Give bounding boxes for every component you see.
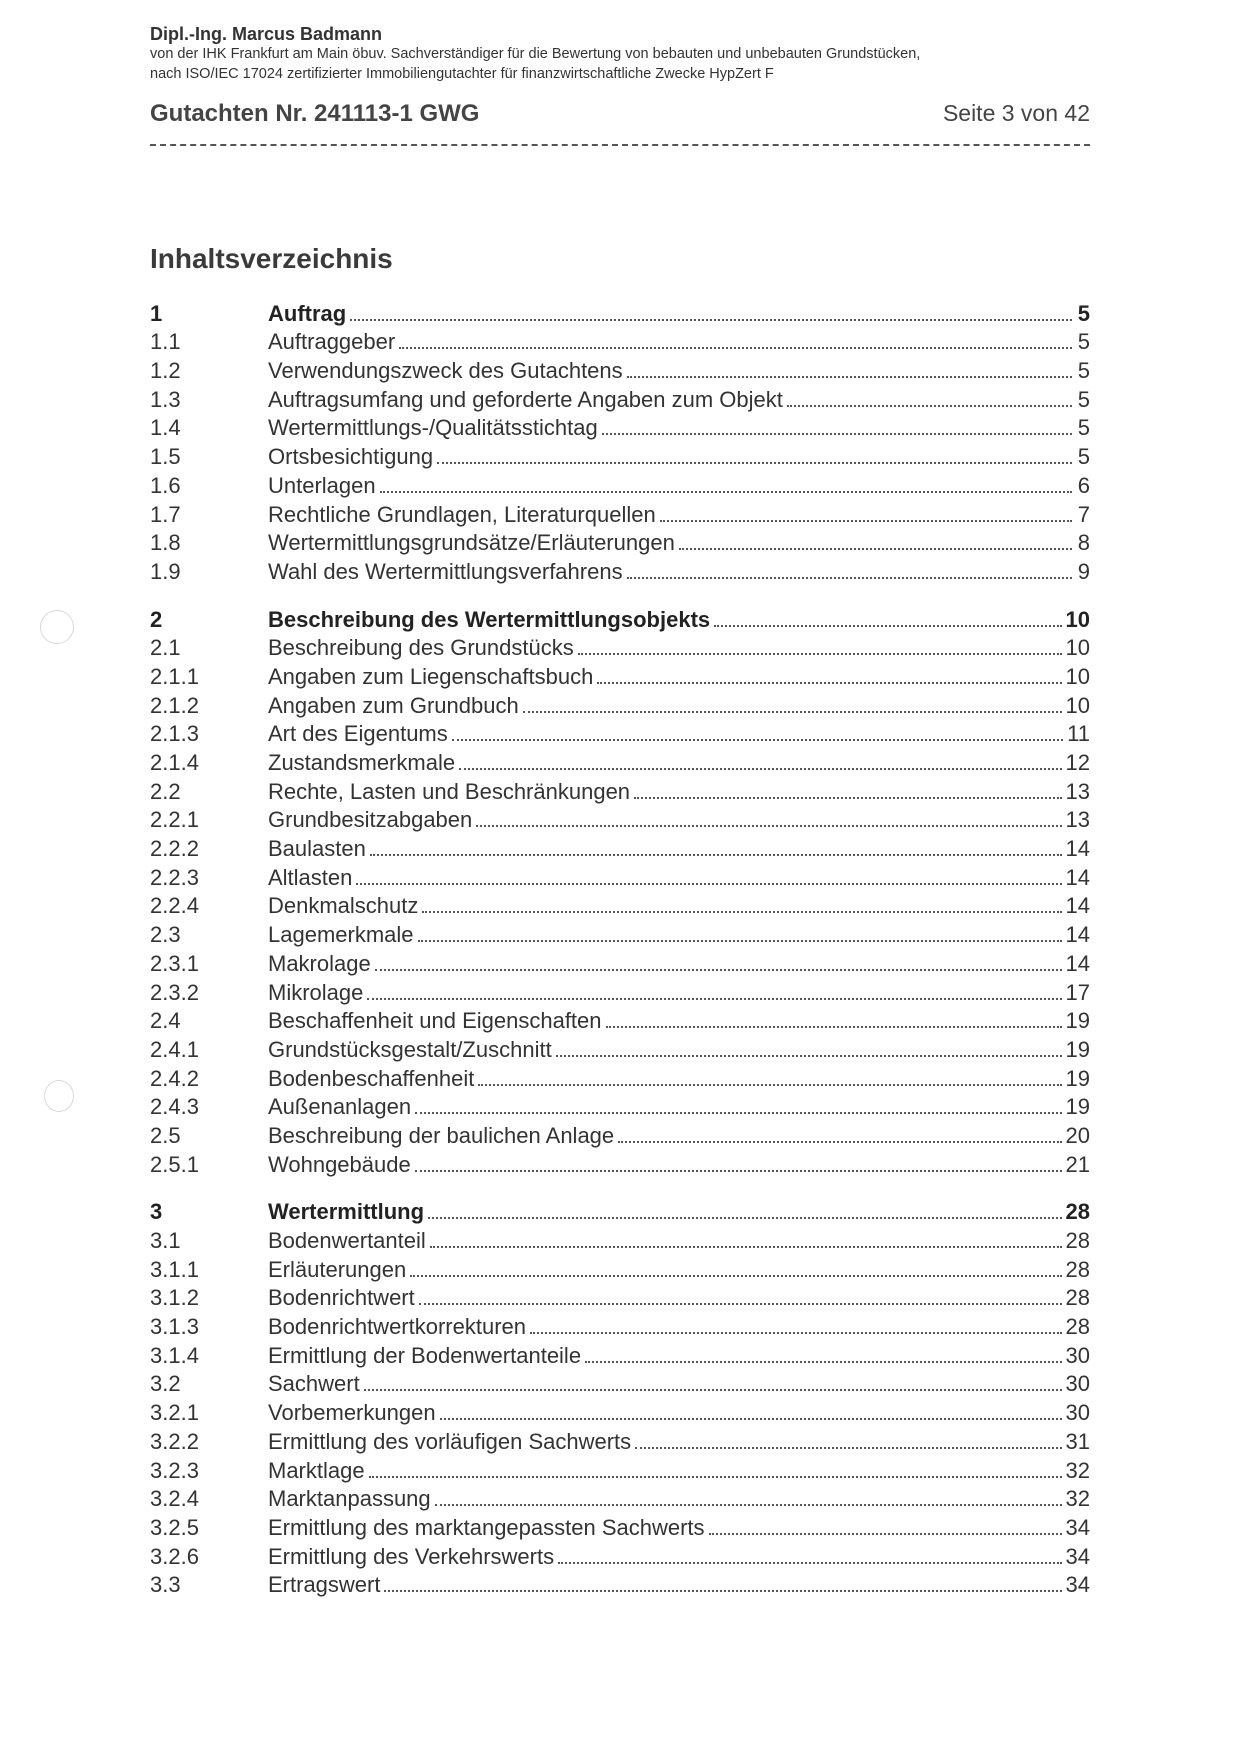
toc-entry-number: 2.4.1 (150, 1036, 199, 1062)
toc-entry-title: Wahl des Wertermittlungsverfahrens (268, 558, 623, 584)
toc-entry-number: 3.2.6 (150, 1543, 199, 1569)
toc-entry-page: 5 (1077, 300, 1090, 326)
toc-entry-title: Verwendungszweck des Gutachtens (268, 358, 623, 384)
toc-dot-leader (714, 625, 1061, 627)
toc-entry-number: 2.1.3 (150, 721, 199, 747)
toc-dot-leader (606, 1026, 1062, 1028)
toc-dot-leader (369, 1476, 1062, 1478)
toc-entry-page: 5 (1077, 329, 1090, 355)
toc-entry[interactable] (150, 384, 1090, 413)
toc-entry-title: Bodenbeschaffenheit (268, 1065, 475, 1091)
toc-entry-number: 2.2.1 (150, 807, 199, 833)
toc-entry-page: 14 (1065, 950, 1090, 976)
toc-entry-page: 5 (1077, 415, 1090, 441)
toc-dot-leader (578, 653, 1062, 655)
toc-entry[interactable] (150, 1570, 1090, 1599)
toc-dot-leader (356, 883, 1061, 885)
toc-dot-leader (523, 711, 1062, 713)
toc-entry-number: 3.3 (150, 1572, 181, 1598)
report-number: Gutachten Nr. 241113-1 GWG (150, 100, 480, 127)
toc-entry-number: 1.3 (150, 386, 181, 412)
toc-entry-number: 2.4.3 (150, 1094, 199, 1120)
toc-entry-title: Wertermittlungs-/Qualitätsstichtag (268, 415, 598, 441)
toc-entry-number: 2.5.1 (150, 1151, 199, 1177)
toc-entry-title: Vorbemerkungen (268, 1400, 436, 1426)
toc-entry[interactable] (150, 499, 1090, 528)
toc-entry[interactable] (150, 528, 1090, 557)
toc-entry-title: Wohngebäude (268, 1151, 411, 1177)
toc-entry-number: 2.1.4 (150, 750, 199, 775)
toc-entry-page: 30 (1065, 1371, 1090, 1397)
toc-entry-title: Rechtliche Grundlagen, Literaturquellen (268, 501, 656, 527)
toc-entry-page: 19 (1065, 1008, 1090, 1034)
toc-entry-page: 8 (1077, 530, 1090, 556)
toc-entry-page: 28 (1065, 1199, 1090, 1225)
toc-entry-page: 12 (1065, 750, 1090, 775)
toc-entry[interactable] (150, 556, 1090, 585)
toc-entry[interactable] (150, 1369, 1090, 1398)
toc-entry-number: 3.2.3 (150, 1457, 199, 1483)
toc-entry-page: 11 (1067, 721, 1090, 747)
toc-entry-page: 14 (1065, 864, 1090, 890)
toc-entry-number: 2.5 (150, 1122, 181, 1148)
toc-entry-page: 14 (1065, 922, 1090, 948)
toc-entry-number: 2.1 (150, 635, 181, 661)
toc-dot-leader (399, 347, 1072, 349)
toc-chapter-gap (150, 585, 1090, 604)
toc-dot-leader (415, 1112, 1061, 1114)
toc-entry-page: 30 (1065, 1342, 1090, 1368)
toc-entry-title: Wertermittlung (268, 1199, 425, 1225)
toc-dot-leader (430, 1246, 1062, 1248)
toc-dot-leader (627, 577, 1072, 579)
toc-entry-title: Angaben zum Grundbuch (268, 692, 519, 718)
toc-entry-title: Beschaffenheit und Eigenschaften (268, 1008, 602, 1034)
toc-entry-page: 14 (1065, 836, 1090, 862)
toc-entry-page: 10 (1065, 663, 1090, 689)
toc-entry-title: Denkmalschutz (268, 893, 419, 919)
toc-entry-number: 1.4 (150, 415, 181, 441)
toc-dot-leader (627, 376, 1072, 378)
toc-entry[interactable] (150, 327, 1090, 356)
toc-entry-number: 1 (150, 300, 163, 326)
toc-entry[interactable] (150, 862, 1090, 891)
toc-dot-leader (440, 1418, 1062, 1420)
toc-entry-number: 3.1.3 (150, 1314, 199, 1340)
toc-entry[interactable] (150, 776, 1090, 805)
toc-entry[interactable] (150, 805, 1090, 834)
toc-entry-title: Grundstücksgestalt/Zuschnitt (268, 1036, 552, 1062)
toc-entry-number: 2.1.1 (150, 663, 199, 689)
toc-entry[interactable] (150, 1034, 1090, 1063)
toc-entry-number: 3.2 (150, 1371, 181, 1397)
toc-entry-number: 2.4 (150, 1008, 181, 1034)
toc-chapter-entry[interactable] (150, 298, 1090, 327)
toc-entry-number: 2.3.2 (150, 979, 199, 1005)
toc-dot-leader (709, 1533, 1062, 1535)
toc-entry[interactable] (150, 833, 1090, 862)
punch-hole-mark (40, 610, 74, 644)
toc-entry-title: Ermittlung des Verkehrswerts (268, 1543, 555, 1569)
toc-entry-title: Ertragswert (268, 1572, 381, 1598)
toc-entry-number: 2.1.2 (150, 692, 199, 718)
toc-entry-title: Beschreibung der baulichen Anlage (268, 1122, 615, 1148)
toc-dot-leader (679, 548, 1072, 550)
toc-dot-leader (422, 911, 1061, 913)
toc-entry-number: 3.2.1 (150, 1400, 199, 1426)
toc-dot-leader (597, 682, 1061, 684)
toc-entry[interactable] (150, 919, 1090, 948)
toc-entry-title: Erläuterungen (268, 1256, 407, 1282)
report-title-row (150, 100, 1090, 134)
toc-entry-page: 5 (1077, 358, 1090, 384)
toc-entry[interactable] (150, 1512, 1090, 1541)
toc-entry-number: 2.3.1 (150, 950, 199, 976)
toc-entry-page: 10 (1065, 606, 1090, 632)
toc-entry-number: 3.1 (150, 1228, 181, 1253)
toc-entry-page: 10 (1065, 692, 1090, 718)
toc-entry-title: Lagemerkmale (268, 922, 414, 948)
toc-dot-leader (660, 520, 1072, 522)
toc-entry[interactable] (150, 1006, 1090, 1035)
toc-dot-leader (410, 1275, 1061, 1277)
qualification-line-1: von der IHK Frankfurt am Main öbuv. Sachverständiger für die Bewertung von bebauten und unbebauten Grundstücken, (150, 46, 921, 62)
toc-entry-number: 3 (150, 1199, 163, 1225)
toc-entry-number: 3.2.5 (150, 1514, 199, 1540)
toc-entry-title: Bodenrichtwert (268, 1285, 415, 1311)
toc-entry-title: Ortsbesichtigung (268, 444, 434, 470)
toc-dot-leader (380, 491, 1072, 493)
toc-entry[interactable] (150, 719, 1090, 748)
toc-chapter-entry[interactable] (150, 604, 1090, 633)
toc-dot-leader (459, 768, 1061, 770)
toc-dot-leader (478, 1084, 1061, 1086)
toc-entry[interactable] (150, 977, 1090, 1006)
toc-entry[interactable] (150, 633, 1090, 662)
toc-entry-number: 2.2.3 (150, 864, 199, 890)
toc-dot-leader (618, 1141, 1061, 1143)
toc-entry-number: 3.2.4 (150, 1486, 199, 1512)
toc-entry-page: 17 (1065, 979, 1090, 1005)
toc-entry[interactable] (150, 948, 1090, 977)
toc-entry[interactable] (150, 1426, 1090, 1455)
toc-entry-number: 2.3 (150, 922, 181, 948)
toc-entry-page: 5 (1077, 444, 1090, 470)
toc-entry[interactable] (150, 413, 1090, 442)
toc-entry-page: 19 (1065, 1094, 1090, 1120)
toc-entry-page: 28 (1065, 1256, 1090, 1282)
toc-entry-number: 3.1.4 (150, 1342, 199, 1368)
toc-entry-page: 34 (1065, 1572, 1090, 1598)
author-name: Dipl.-Ing. Marcus Badmann (150, 24, 383, 44)
toc-entry-number: 2.2 (150, 778, 181, 804)
toc-entry-title: Marktlage (268, 1457, 365, 1483)
toc-dot-leader (558, 1562, 1061, 1564)
toc-entry-title: Baulasten (268, 836, 366, 862)
toc-dot-leader (585, 1361, 1061, 1363)
toc-entry-number: 3.1.1 (150, 1256, 199, 1282)
toc-dot-leader (635, 1447, 1061, 1449)
toc-entry[interactable] (150, 1340, 1090, 1369)
toc-dot-leader (602, 433, 1072, 435)
toc-entry-title: Beschreibung des Wertermittlungsobjekts (268, 606, 711, 632)
toc-entry-page: 9 (1077, 558, 1090, 584)
toc-dot-leader (384, 1590, 1061, 1592)
toc-entry-title: Beschreibung des Grundstücks (268, 635, 574, 661)
toc-entry-title: Auftrag (268, 300, 347, 326)
toc-entry[interactable] (150, 1225, 1090, 1254)
toc-dot-leader (367, 998, 1061, 1000)
toc-entry-title: Sachwert (268, 1371, 360, 1397)
toc-entry-title: Außenanlagen (268, 1094, 412, 1120)
toc-entry[interactable] (150, 470, 1090, 499)
toc-entry-number: 2.2.4 (150, 893, 199, 919)
toc-entry-title: Wertermittlungsgrundsätze/Erläuterungen (268, 530, 675, 556)
toc-entry-title: Marktanpassung (268, 1486, 431, 1512)
toc-entry[interactable] (150, 690, 1090, 719)
toc-dot-leader (418, 940, 1062, 942)
toc-entry-page: 34 (1065, 1514, 1090, 1540)
letterhead (150, 24, 1100, 84)
toc-dot-leader (350, 319, 1072, 321)
toc-dot-leader (419, 1303, 1062, 1305)
toc-entry-title: Ermittlung des vorläufigen Sachwerts (268, 1428, 632, 1454)
toc-entry-page: 20 (1065, 1122, 1090, 1148)
toc-entry-number: 1.9 (150, 558, 181, 584)
toc-entry-page: 10 (1065, 635, 1090, 661)
toc-entry-title: Rechte, Lasten und Beschränkungen (268, 778, 631, 804)
toc-entry[interactable] (150, 1484, 1090, 1513)
toc-dot-leader (415, 1170, 1062, 1172)
toc-entry[interactable] (150, 1149, 1090, 1178)
toc-dot-leader (556, 1055, 1062, 1057)
toc-entry-page: 28 (1065, 1314, 1090, 1340)
toc-entry[interactable] (150, 1283, 1090, 1312)
toc-entry-title: Makrolage (268, 950, 371, 976)
toc-dot-leader (476, 825, 1061, 827)
toc-dot-leader (364, 1389, 1062, 1391)
toc-entry[interactable] (150, 661, 1090, 690)
toc-dot-leader (530, 1332, 1062, 1334)
toc-dot-leader (437, 462, 1072, 464)
toc-entry-page: 7 (1077, 501, 1090, 527)
toc-entry-number: 1.2 (150, 358, 181, 384)
toc-entry-page: 5 (1077, 386, 1090, 412)
toc-dot-leader (428, 1217, 1061, 1219)
toc-entry-page: 30 (1065, 1400, 1090, 1426)
toc-entry-page: 34 (1065, 1543, 1090, 1569)
toc-entry-page: 28 (1065, 1228, 1090, 1253)
toc-entry-page: 21 (1065, 1151, 1090, 1177)
toc-entry-title: Bodenwertanteil (268, 1228, 426, 1253)
toc-entry-page: 6 (1077, 472, 1090, 498)
toc-entry-page: 13 (1065, 778, 1090, 804)
toc-entry-number: 2.4.2 (150, 1065, 199, 1091)
toc-entry-page: 32 (1065, 1457, 1090, 1483)
toc-entry[interactable] (150, 891, 1090, 920)
toc-entry-title: Auftragsumfang und geforderte Angaben zum Objekt (268, 386, 783, 412)
toc-entry[interactable] (150, 1455, 1090, 1484)
toc-dot-leader (452, 739, 1063, 741)
toc-entry[interactable] (150, 441, 1090, 470)
toc-entry[interactable] (150, 1311, 1090, 1340)
toc-entry[interactable] (150, 1120, 1090, 1149)
toc-entry-number: 1.6 (150, 472, 181, 498)
toc-entry[interactable] (150, 1063, 1090, 1092)
toc-entry[interactable] (150, 1092, 1090, 1121)
toc-entry[interactable] (150, 355, 1090, 384)
toc-entry[interactable] (150, 1397, 1090, 1426)
toc-entry-number: 2 (150, 606, 163, 632)
qualification-line-2: nach ISO/IEC 17024 zertifizierter Immobiliengutachter für finanzwirtschaftliche Zwecke HypZert F (150, 66, 774, 82)
toc-entry-page: 19 (1065, 1065, 1090, 1091)
toc-entry-title: Zustandsmerkmale (268, 750, 456, 775)
toc-chapter-entry[interactable] (150, 1197, 1090, 1226)
table-of-contents (150, 298, 1090, 1598)
toc-entry-title: Ermittlung des marktangepassten Sachwerts (268, 1514, 705, 1540)
toc-entry-number: 1.5 (150, 444, 181, 470)
toc-entry-number: 1.8 (150, 530, 181, 556)
toc-entry-title: Art des Eigentums (268, 721, 448, 747)
toc-entry-number: 3.1.2 (150, 1285, 199, 1311)
toc-entry[interactable] (150, 747, 1090, 776)
toc-chapter-gap (150, 1178, 1090, 1197)
dashed-divider (150, 144, 1090, 146)
toc-dot-leader (375, 969, 1062, 971)
toc-entry-title: Auftraggeber (268, 329, 396, 355)
toc-entry-page: 13 (1065, 807, 1090, 833)
toc-dot-leader (634, 797, 1061, 799)
toc-entry-page: 14 (1065, 893, 1090, 919)
toc-entry-title: Grundbesitzabgaben (268, 807, 473, 833)
toc-entry-number: 3.2.2 (150, 1428, 199, 1454)
toc-entry-page: 31 (1065, 1428, 1090, 1454)
toc-entry-title: Ermittlung der Bodenwertanteile (268, 1342, 582, 1368)
punch-hole-mark (44, 1080, 74, 1112)
toc-dot-leader (435, 1504, 1062, 1506)
toc-entry-number: 1.7 (150, 501, 181, 527)
toc-entry-page: 28 (1065, 1285, 1090, 1311)
toc-entry[interactable] (150, 1541, 1090, 1570)
toc-entry-title: Bodenrichtwertkorrekturen (268, 1314, 527, 1340)
toc-dot-leader (787, 405, 1072, 407)
toc-entry-page: 19 (1065, 1036, 1090, 1062)
toc-entry[interactable] (150, 1254, 1090, 1283)
toc-dot-leader (370, 854, 1062, 856)
page-indicator: Seite 3 von 42 (942, 100, 1090, 126)
toc-entry-number: 1.1 (150, 329, 181, 355)
toc-entry-title: Altlasten (268, 864, 353, 890)
toc-entry-title: Mikrolage (268, 979, 364, 1005)
toc-heading: Inhaltsverzeichnis (150, 243, 393, 274)
toc-entry-number: 2.2.2 (150, 836, 199, 862)
toc-entry-title: Unterlagen (268, 472, 376, 498)
toc-entry-title: Angaben zum Liegenschaftsbuch (268, 663, 594, 689)
toc-entry-page: 32 (1065, 1486, 1090, 1512)
